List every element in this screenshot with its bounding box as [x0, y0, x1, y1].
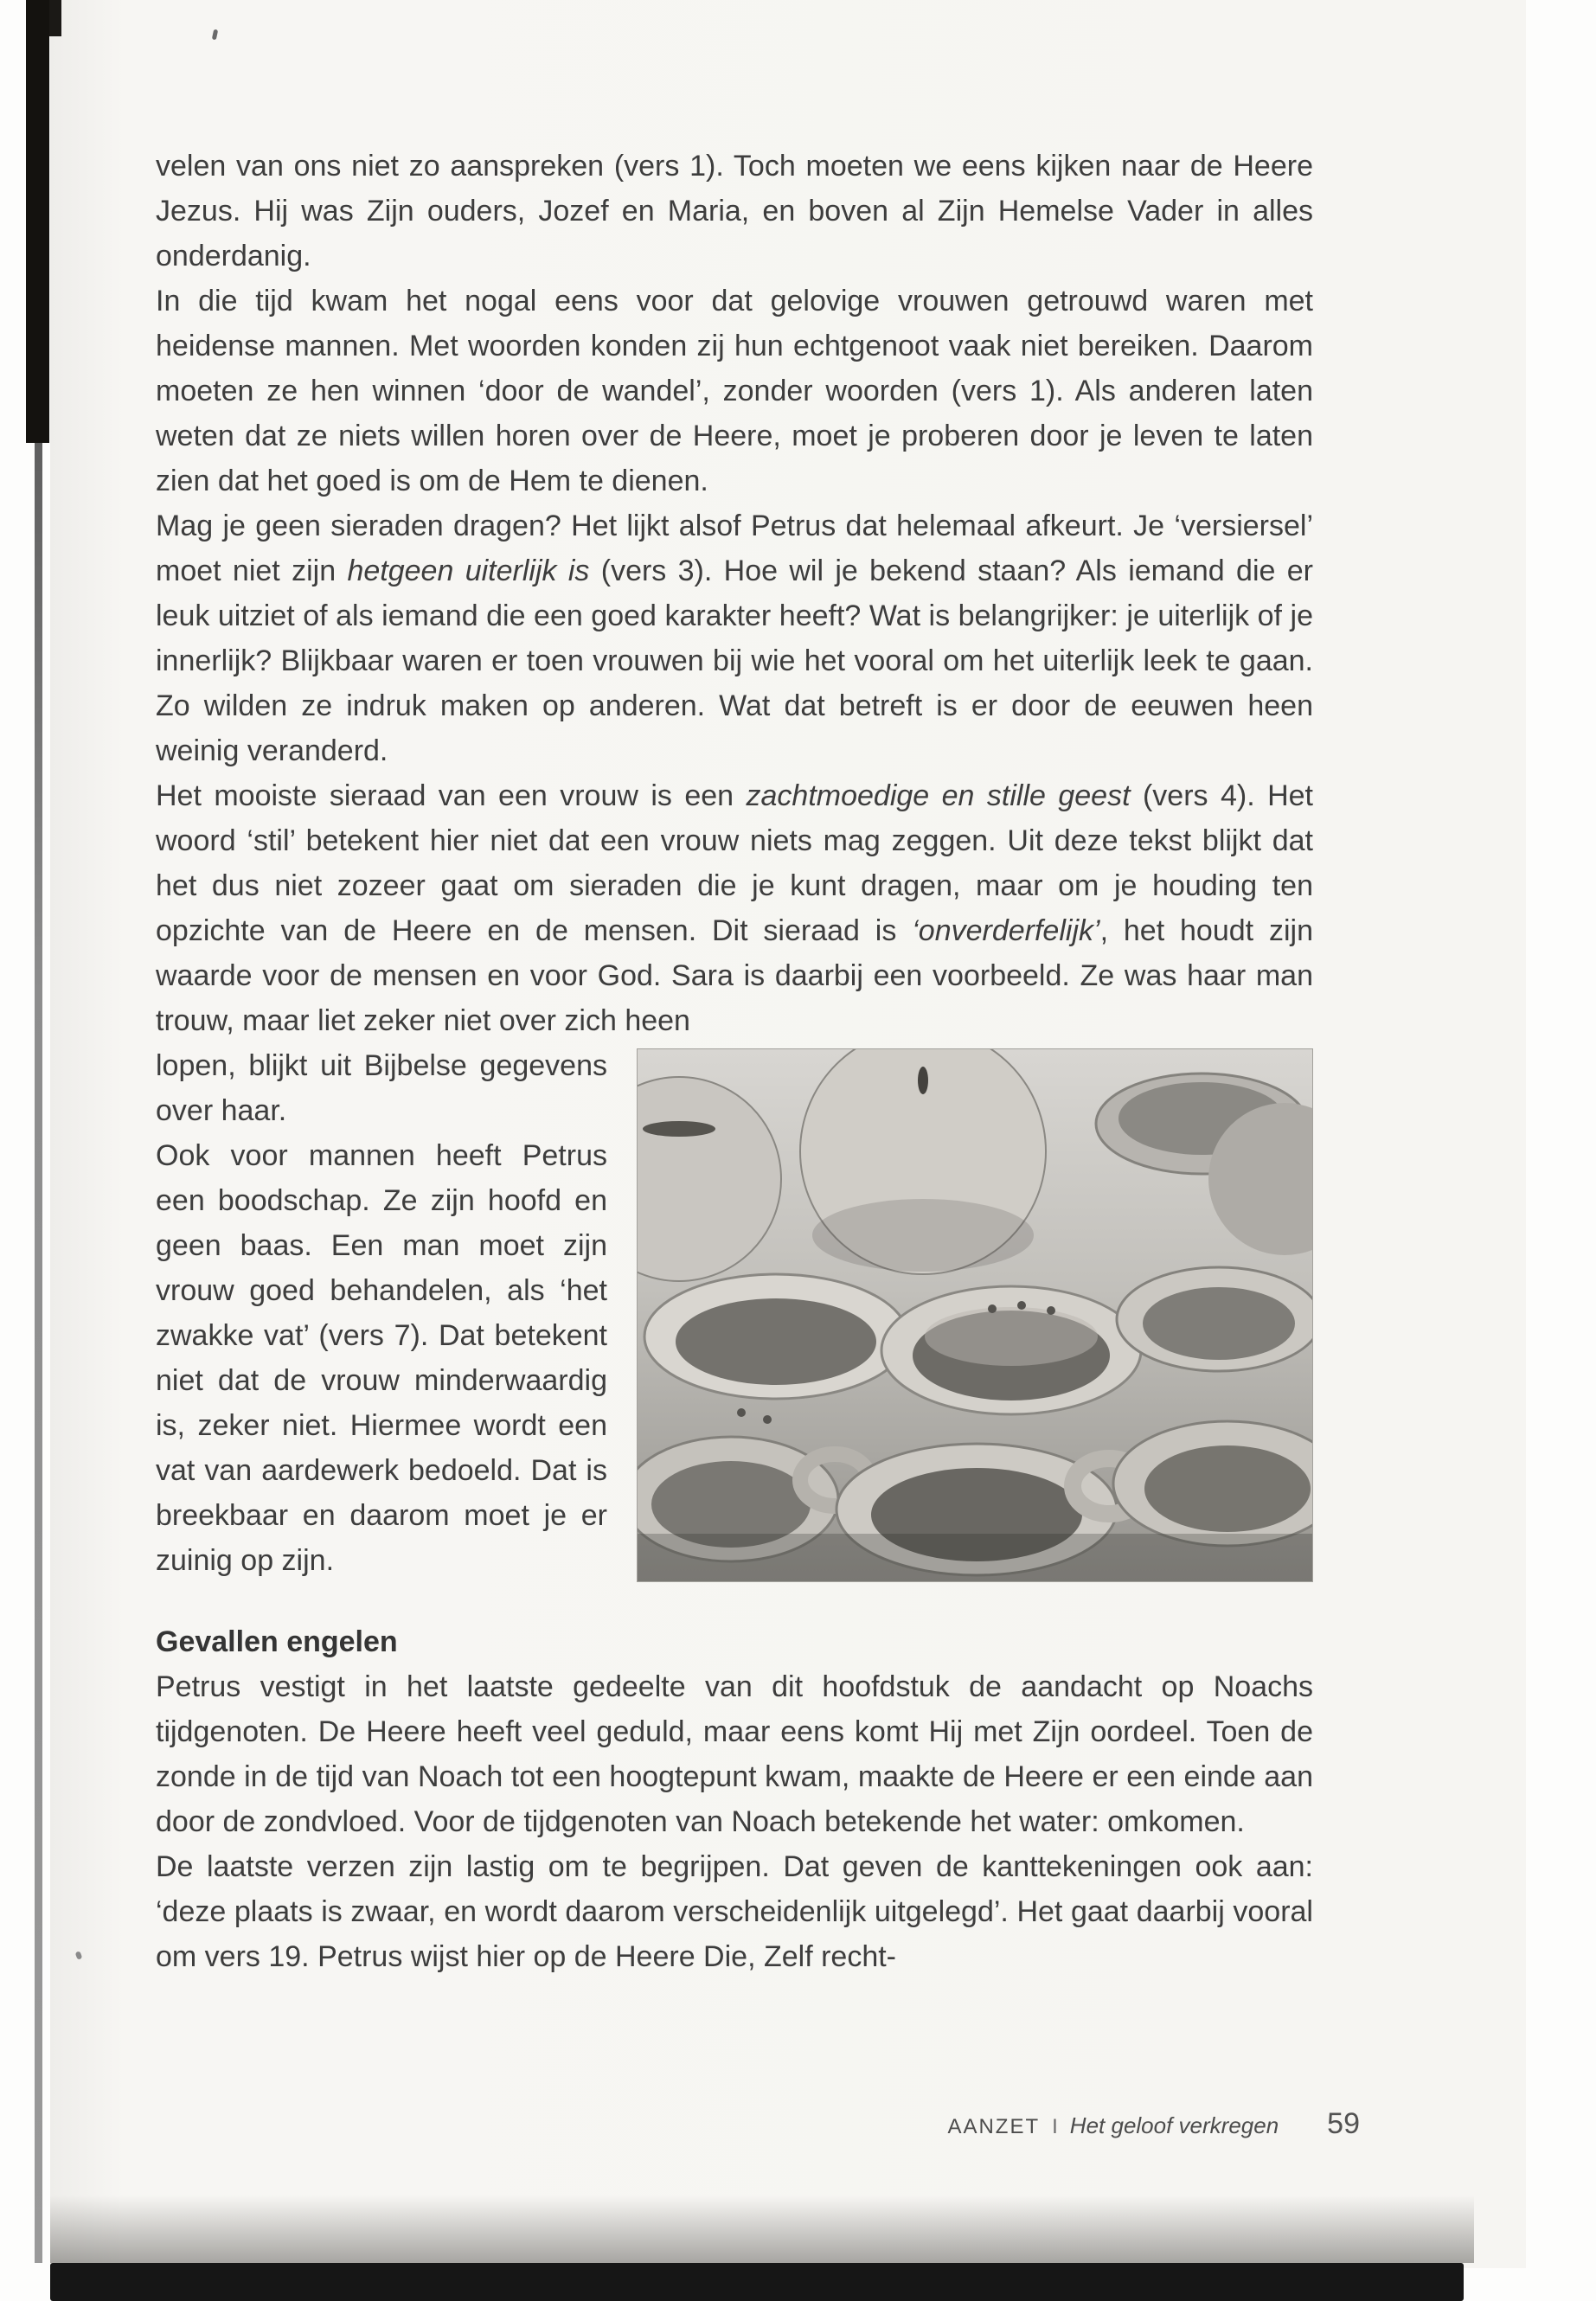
paragraph-4 — [156, 773, 1313, 1043]
paragraph-5: Ook voor mannen heeft Petrus een boodschap. Ze zijn hoofd en geen baas. Een man moet zijn vrouw goed behandelen, als ‘het zwakke vat’ (vers 7). Dat betekent niet dat de vrouw minderwaardig is, zeker niet. Hiermee wordt een vat van aardewerk bedoeld. Dat is breekbaar en daarom moet je er zuinig op zijn. — [156, 1139, 607, 1577]
italic-text-run: ‘onverderfelijk’ — [912, 914, 1100, 947]
binding-crease-line — [35, 443, 42, 2263]
paragraph-1: velen van ons niet zo aanspreken (vers 1). Toch moeten we eens kijken naar de Heere Jezus. Hij was Zijn ouders, Jozef en Maria, en boven al Zijn Hemelse Vader in alles onderdanig. — [156, 150, 1313, 272]
narrow-text-column — [156, 1043, 607, 1583]
text-run: Het mooiste sieraad van een vrouw is een — [156, 779, 747, 812]
italic-text-run: zachtmoedige en stille geest — [746, 779, 1131, 812]
pottery-photo-illustration — [638, 1049, 1312, 1581]
paragraph-7: De laatste verzen zijn lastig om te begrijpen. Dat geven de kanttekeningen ook aan: ‘deze plaats is zwaar, en wordt daarom verscheidenlijk uitgelegd’. Het gaat daarbij vooral om vers 19. Petrus wijst hier op de Heere Die, Zelf recht- — [156, 1850, 1313, 1973]
text-run: , het houdt zijn waarde voor de mensen en voor God. Sara is daarbij een voorbeeld. Ze was haar man trouw, maar liet zeker niet over zich heen — [156, 914, 1313, 1037]
page-number: 59 — [1327, 2107, 1360, 2140]
paragraph-6: Petrus vestigt in het laatste gedeelte van dit hoofdstuk de aandacht op Noachs tijdgenoten. De Heere heeft veel geduld, maar eens komt Hij met Zijn oordeel. Toen de zonde in de tijd van Noach tot een hoogtepunt kwam, maakte de Heere er een einde aan door de zondvloed. Voor de tijdgenoten van Noach betekende het water: omkomen. — [156, 1670, 1313, 1838]
footer-book-title: Het geloof verkregen — [1069, 2112, 1279, 2138]
text-run: (vers 4). Het woord ‘stil’ betekent hier niet dat een vrouw niets mag zeggen. Uit deze tekst blijkt dat het dus niet zozeer gaat om sieraden die je kunt dragen, maar om je houding ten opzichte van de Heere en de mensen. Dit sieraad is — [156, 779, 1313, 947]
binding-shadow-bar — [26, 0, 49, 443]
text-run: Mag je geen sieraden dragen? Het lijkt alsof Petrus dat helemaal afkeurt. Je ‘versiersel’ moet niet zijn — [156, 510, 1313, 587]
italic-text-run: hetgeen uiterlijk is — [347, 554, 590, 587]
page-footer — [156, 2107, 1360, 2141]
pottery-photo — [637, 1048, 1313, 1582]
text-column — [156, 144, 1313, 1979]
paragraph-2: In die tijd kwam het nogal eens voor dat gelovige vrouwen getrouwd waren met heidense mannen. Met woorden konden zij hun echtgenoot vaak niet bereiken. Daarom moeten ze hen winnen ‘door de wandel’, zonder woorden (vers 1). Als anderen laten weten dat ze niets willen horen over de Heere, moet je proberen door je leven te laten zien dat het goed is om de Hem te dienen. — [156, 285, 1313, 497]
footer-imprint: AANZET — [947, 2115, 1041, 2138]
binding-shadow-notch — [49, 0, 61, 36]
footer-separator: I — [1052, 2115, 1058, 2138]
text-run: (vers 3). Hoe wil je bekend staan? Als iemand die er leuk uitziet of als iemand die een goed karakter heeft? Wat is belangrijker: je uiterlijk of je innerlijk? Blijkbaar waren er toen vrouwen bij wie het vooral om het uiterlijk leek te gaan. Zo wilden ze indruk maken op anderen. Wat dat betreft is er door de eeuwen heen weinig veranderd. — [156, 554, 1313, 767]
page-bottom-shadow — [50, 2195, 1474, 2263]
paragraph-3 — [156, 503, 1313, 773]
paragraph-4-continued: lopen, blijkt uit Bijbelse gegevens over haar. — [156, 1049, 607, 1127]
text-and-photo-row — [156, 1043, 1313, 1583]
section-heading: Gevallen engelen — [156, 1625, 398, 1658]
scan-bottom-bar — [50, 2263, 1464, 2301]
